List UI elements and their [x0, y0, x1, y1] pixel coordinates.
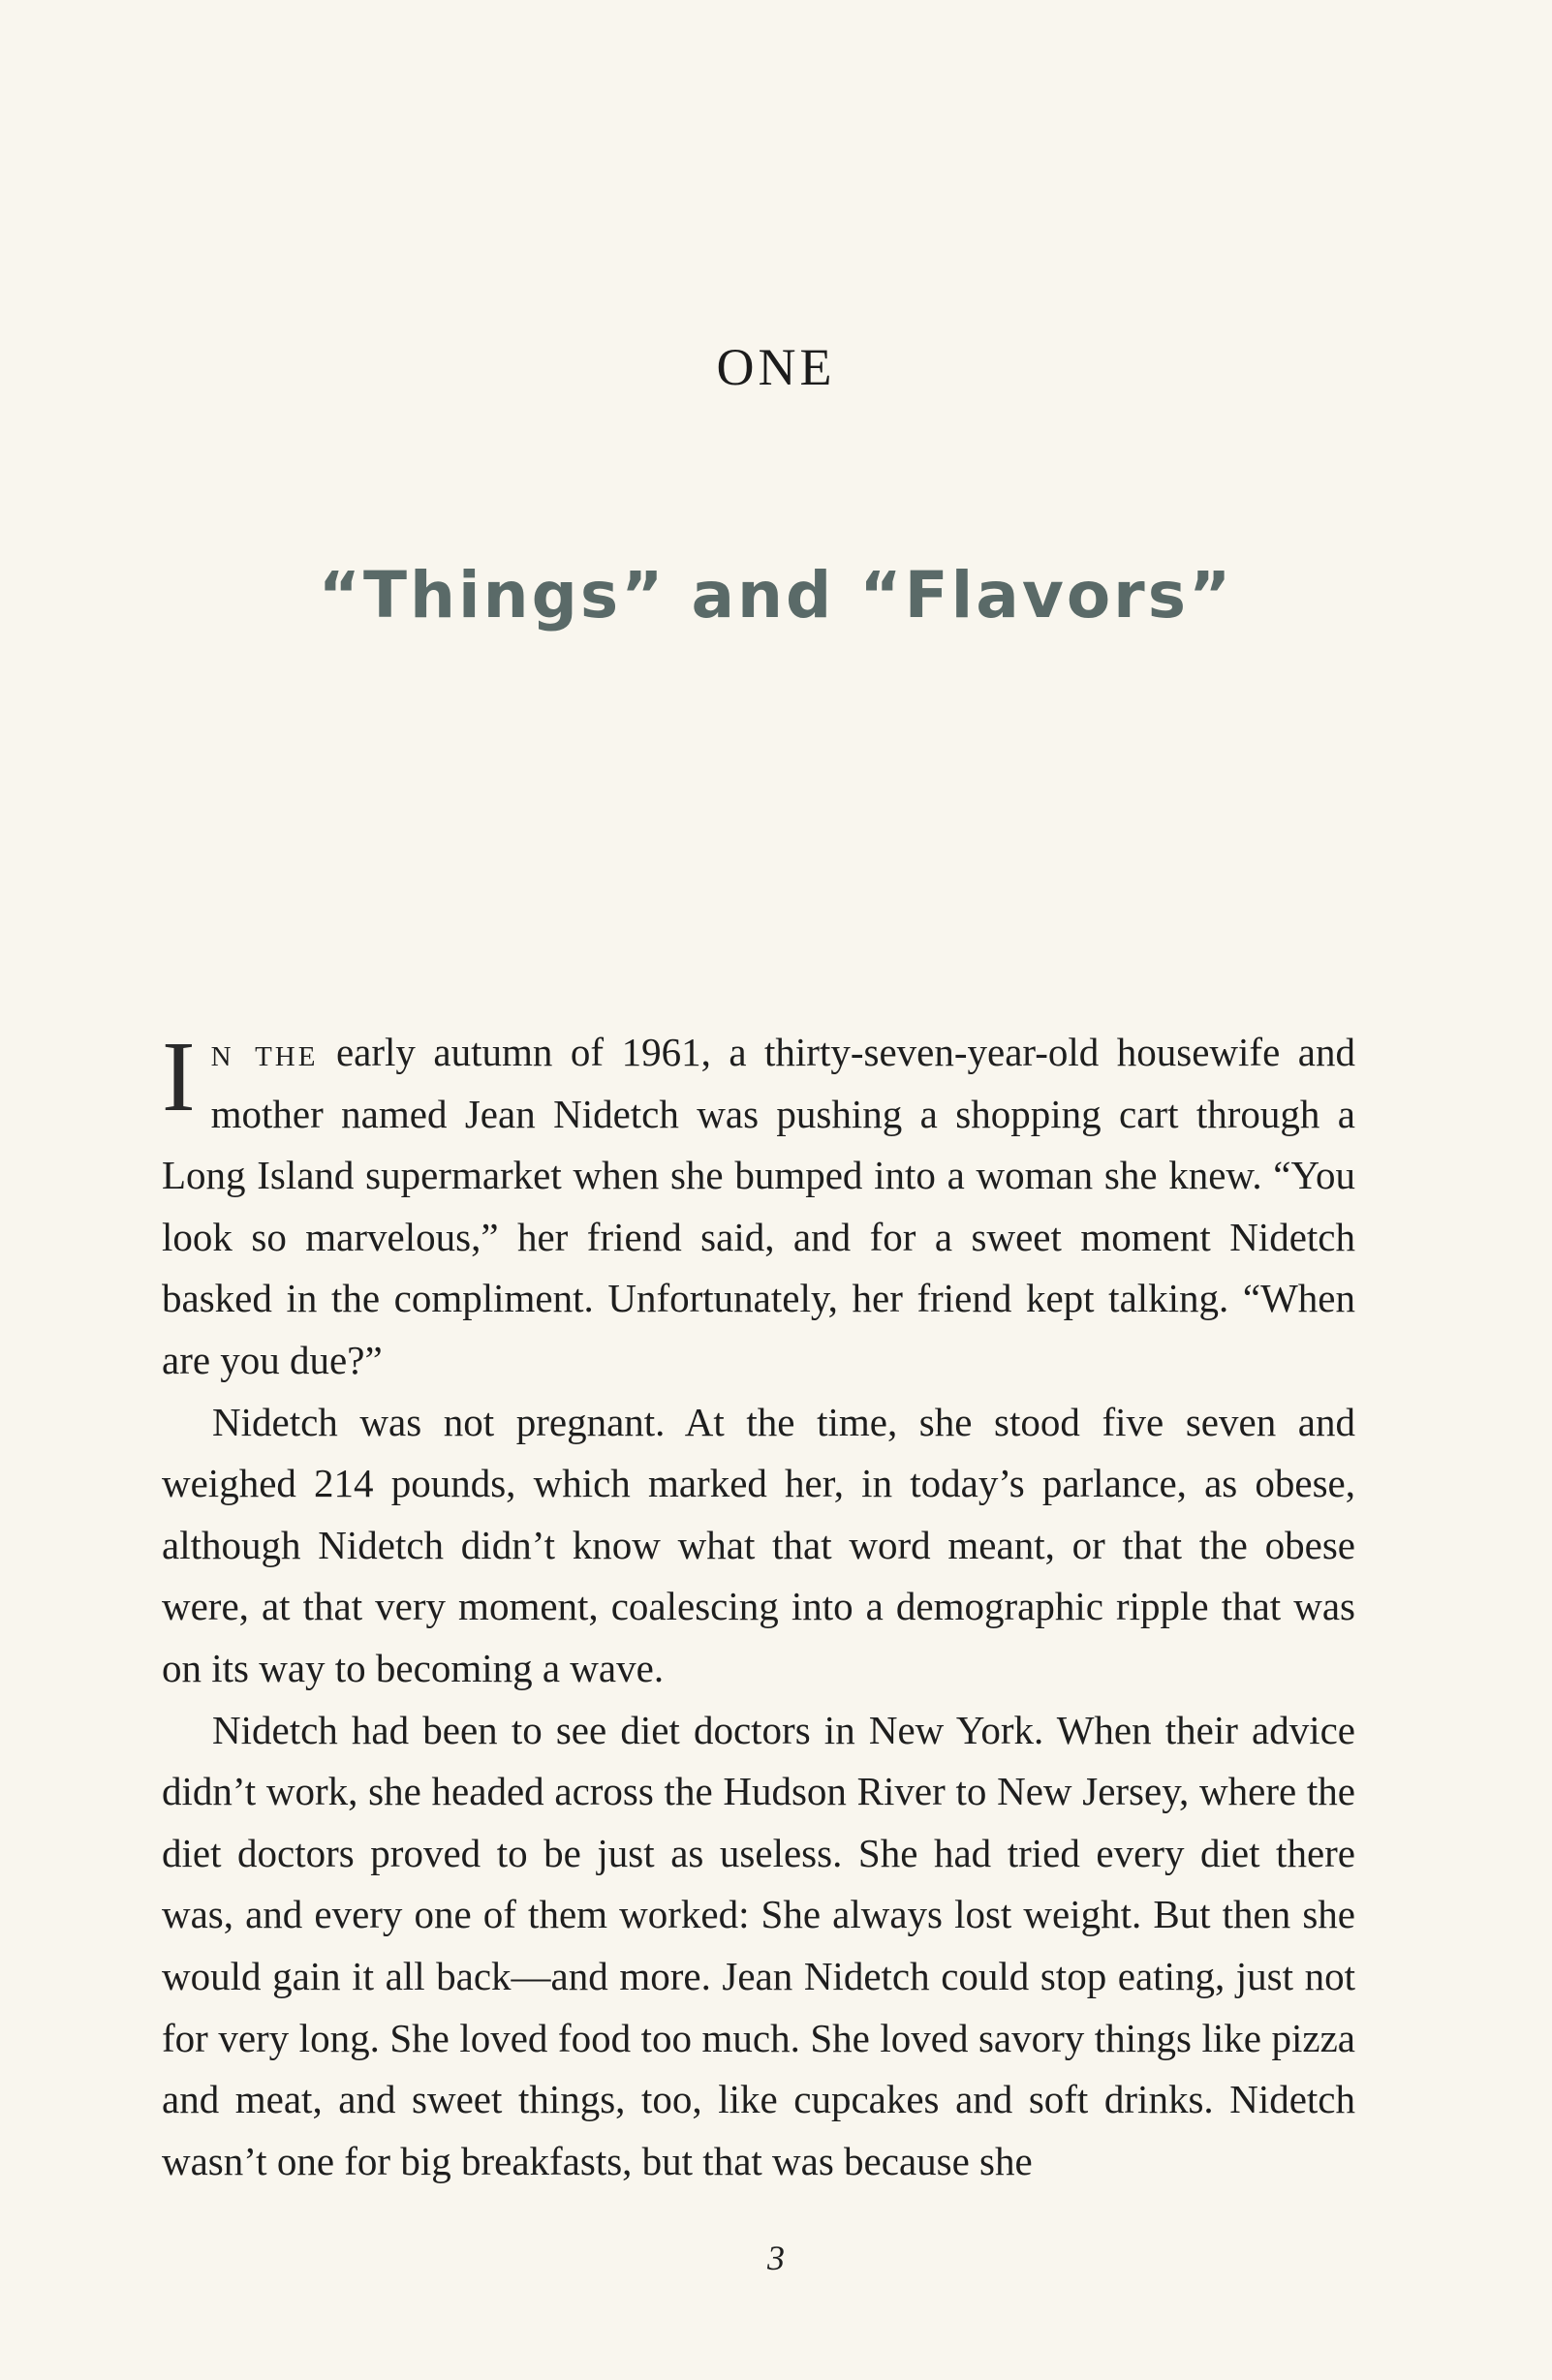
paragraph — [162, 1022, 1355, 1392]
drop-cap: I — [162, 1021, 196, 1132]
chapter-body — [162, 1022, 1355, 2192]
chapter-title: “Things” and “Flavors” — [318, 558, 1234, 633]
paragraph-text: early autumn of 1961, a thirty-seven-year-old housewife and mother named Jean Nidetch was pushing a shopping cart through a Long Island supermarket when she bumped into a woman she knew. “You look so marvelous,” her friend said, and for a sweet moment Nidetch basked in the compliment. Unfortunately, her friend kept talking. “When are you due?” — [162, 1030, 1355, 1382]
paragraph: Nidetch was not pregnant. At the time, she stood five seven and weighed 214 pounds, which marked her, in today’s parlance, as obese, although Nidetch didn’t know what that word meant, or that the obese were, at that very moment, coalescing into a demographic ripple that was on its way to becoming a wave. — [162, 1399, 1355, 1690]
paragraph: Nidetch had been to see diet doctors in New York. When their advice didn’t work, she headed across the Hudson River to New Jersey, where the diet doctors proved to be just as useless. She had tried every diet there was, and every one of them worked: She always lost weight. But then she would gain it all back—and more. Jean Nidetch could stop eating, just not for very long. She loved food too much. She loved savory things like pizza and meat, and sweet things, too, like cupcakes and soft drinks. Nidetch wasn’t one for big breakfasts, but that was because she — [162, 1707, 1355, 2183]
page-number: 3 — [767, 2239, 785, 2277]
lead-in-small-caps: n the — [210, 1030, 319, 1074]
chapter-number: ONE — [716, 338, 836, 396]
